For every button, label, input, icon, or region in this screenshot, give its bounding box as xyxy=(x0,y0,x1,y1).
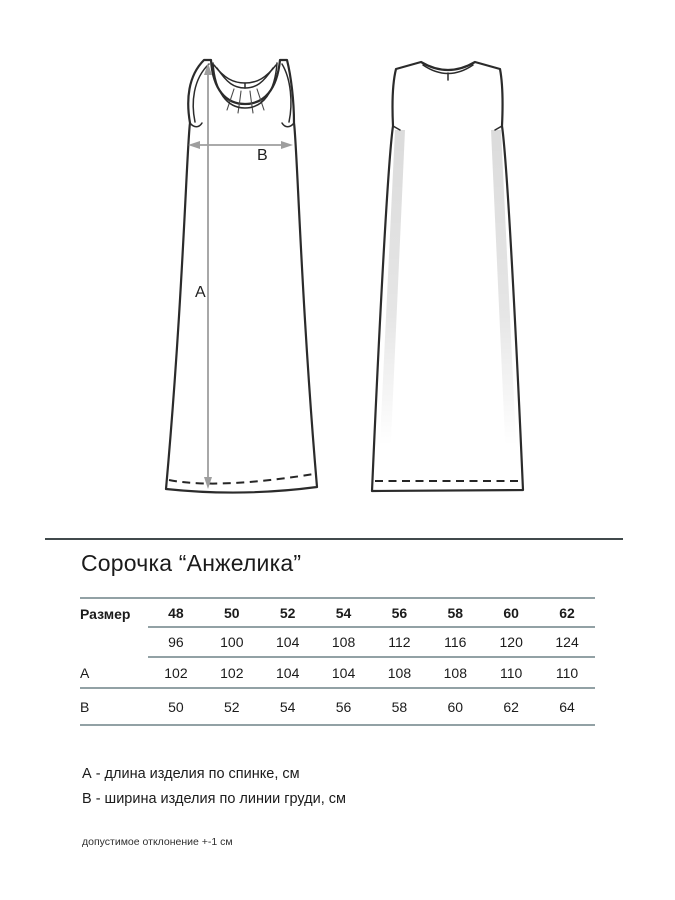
value-cell: 50 xyxy=(168,698,184,715)
value-cell: 102 xyxy=(220,664,244,681)
value-cell: 108 xyxy=(331,634,356,650)
legend-line-b: В - ширина изделия по линии груди, см xyxy=(82,791,347,807)
length-measure-row xyxy=(80,658,595,689)
width-dimension-label: B xyxy=(257,147,268,164)
value-cell: 110 xyxy=(500,664,523,681)
value-cell: 104 xyxy=(276,664,300,681)
size-cell: 58 xyxy=(447,604,464,621)
size-table xyxy=(80,597,595,726)
width-measure-cells xyxy=(148,689,595,724)
value-cell: 56 xyxy=(335,698,352,715)
size-cell: 62 xyxy=(559,604,575,621)
value-cell: 96 xyxy=(168,634,184,650)
length-dimension-label: A xyxy=(195,284,206,301)
row-label: В xyxy=(80,698,90,715)
measure-legend xyxy=(82,762,346,812)
value-cell: 116 xyxy=(444,634,467,650)
page-title: Сорочка “Анжелика” xyxy=(81,550,302,576)
value-cell: 108 xyxy=(387,664,412,681)
value-cell: 120 xyxy=(499,634,523,650)
value-cell: 112 xyxy=(388,634,411,650)
chest-measure-cells xyxy=(148,628,595,658)
value-cell: 54 xyxy=(279,698,296,715)
size-cell: 60 xyxy=(503,604,519,621)
value-cell: 62 xyxy=(503,698,519,715)
legend-line-a: А - длина изделия по спинке, см xyxy=(82,766,300,782)
size-cell: 52 xyxy=(279,604,296,621)
value-cell: 104 xyxy=(276,634,300,650)
value-cell: 64 xyxy=(559,698,575,715)
value-cell: 58 xyxy=(391,698,408,715)
value-cell: 100 xyxy=(220,634,244,650)
width-measure-row xyxy=(80,689,595,726)
front-back-neck-through-view xyxy=(214,65,276,83)
chest-measure-row xyxy=(80,628,595,658)
table-header-cells xyxy=(148,599,595,628)
length-measure-cells xyxy=(148,658,595,687)
value-cell: 110 xyxy=(555,664,579,681)
divider-line xyxy=(45,538,623,540)
row-label xyxy=(80,628,148,658)
back-view-drawing xyxy=(372,62,523,491)
row-label: А xyxy=(80,664,90,681)
size-cell: 56 xyxy=(391,604,408,621)
front-body-outline xyxy=(166,60,317,493)
table-header-row xyxy=(80,599,595,628)
size-cell: 50 xyxy=(224,604,240,621)
size-cell: 54 xyxy=(335,604,352,621)
value-cell: 52 xyxy=(224,698,240,715)
table-header-label: Размер xyxy=(80,605,131,622)
value-cell: 102 xyxy=(164,664,188,681)
size-cell: 48 xyxy=(168,604,184,621)
front-view-drawing xyxy=(166,60,317,493)
tolerance-note: допустимое отклонение +-1 см xyxy=(82,836,233,848)
value-cell: 104 xyxy=(331,664,356,681)
value-cell: 108 xyxy=(443,664,467,681)
value-cell: 124 xyxy=(555,634,579,650)
value-cell: 60 xyxy=(447,698,464,715)
